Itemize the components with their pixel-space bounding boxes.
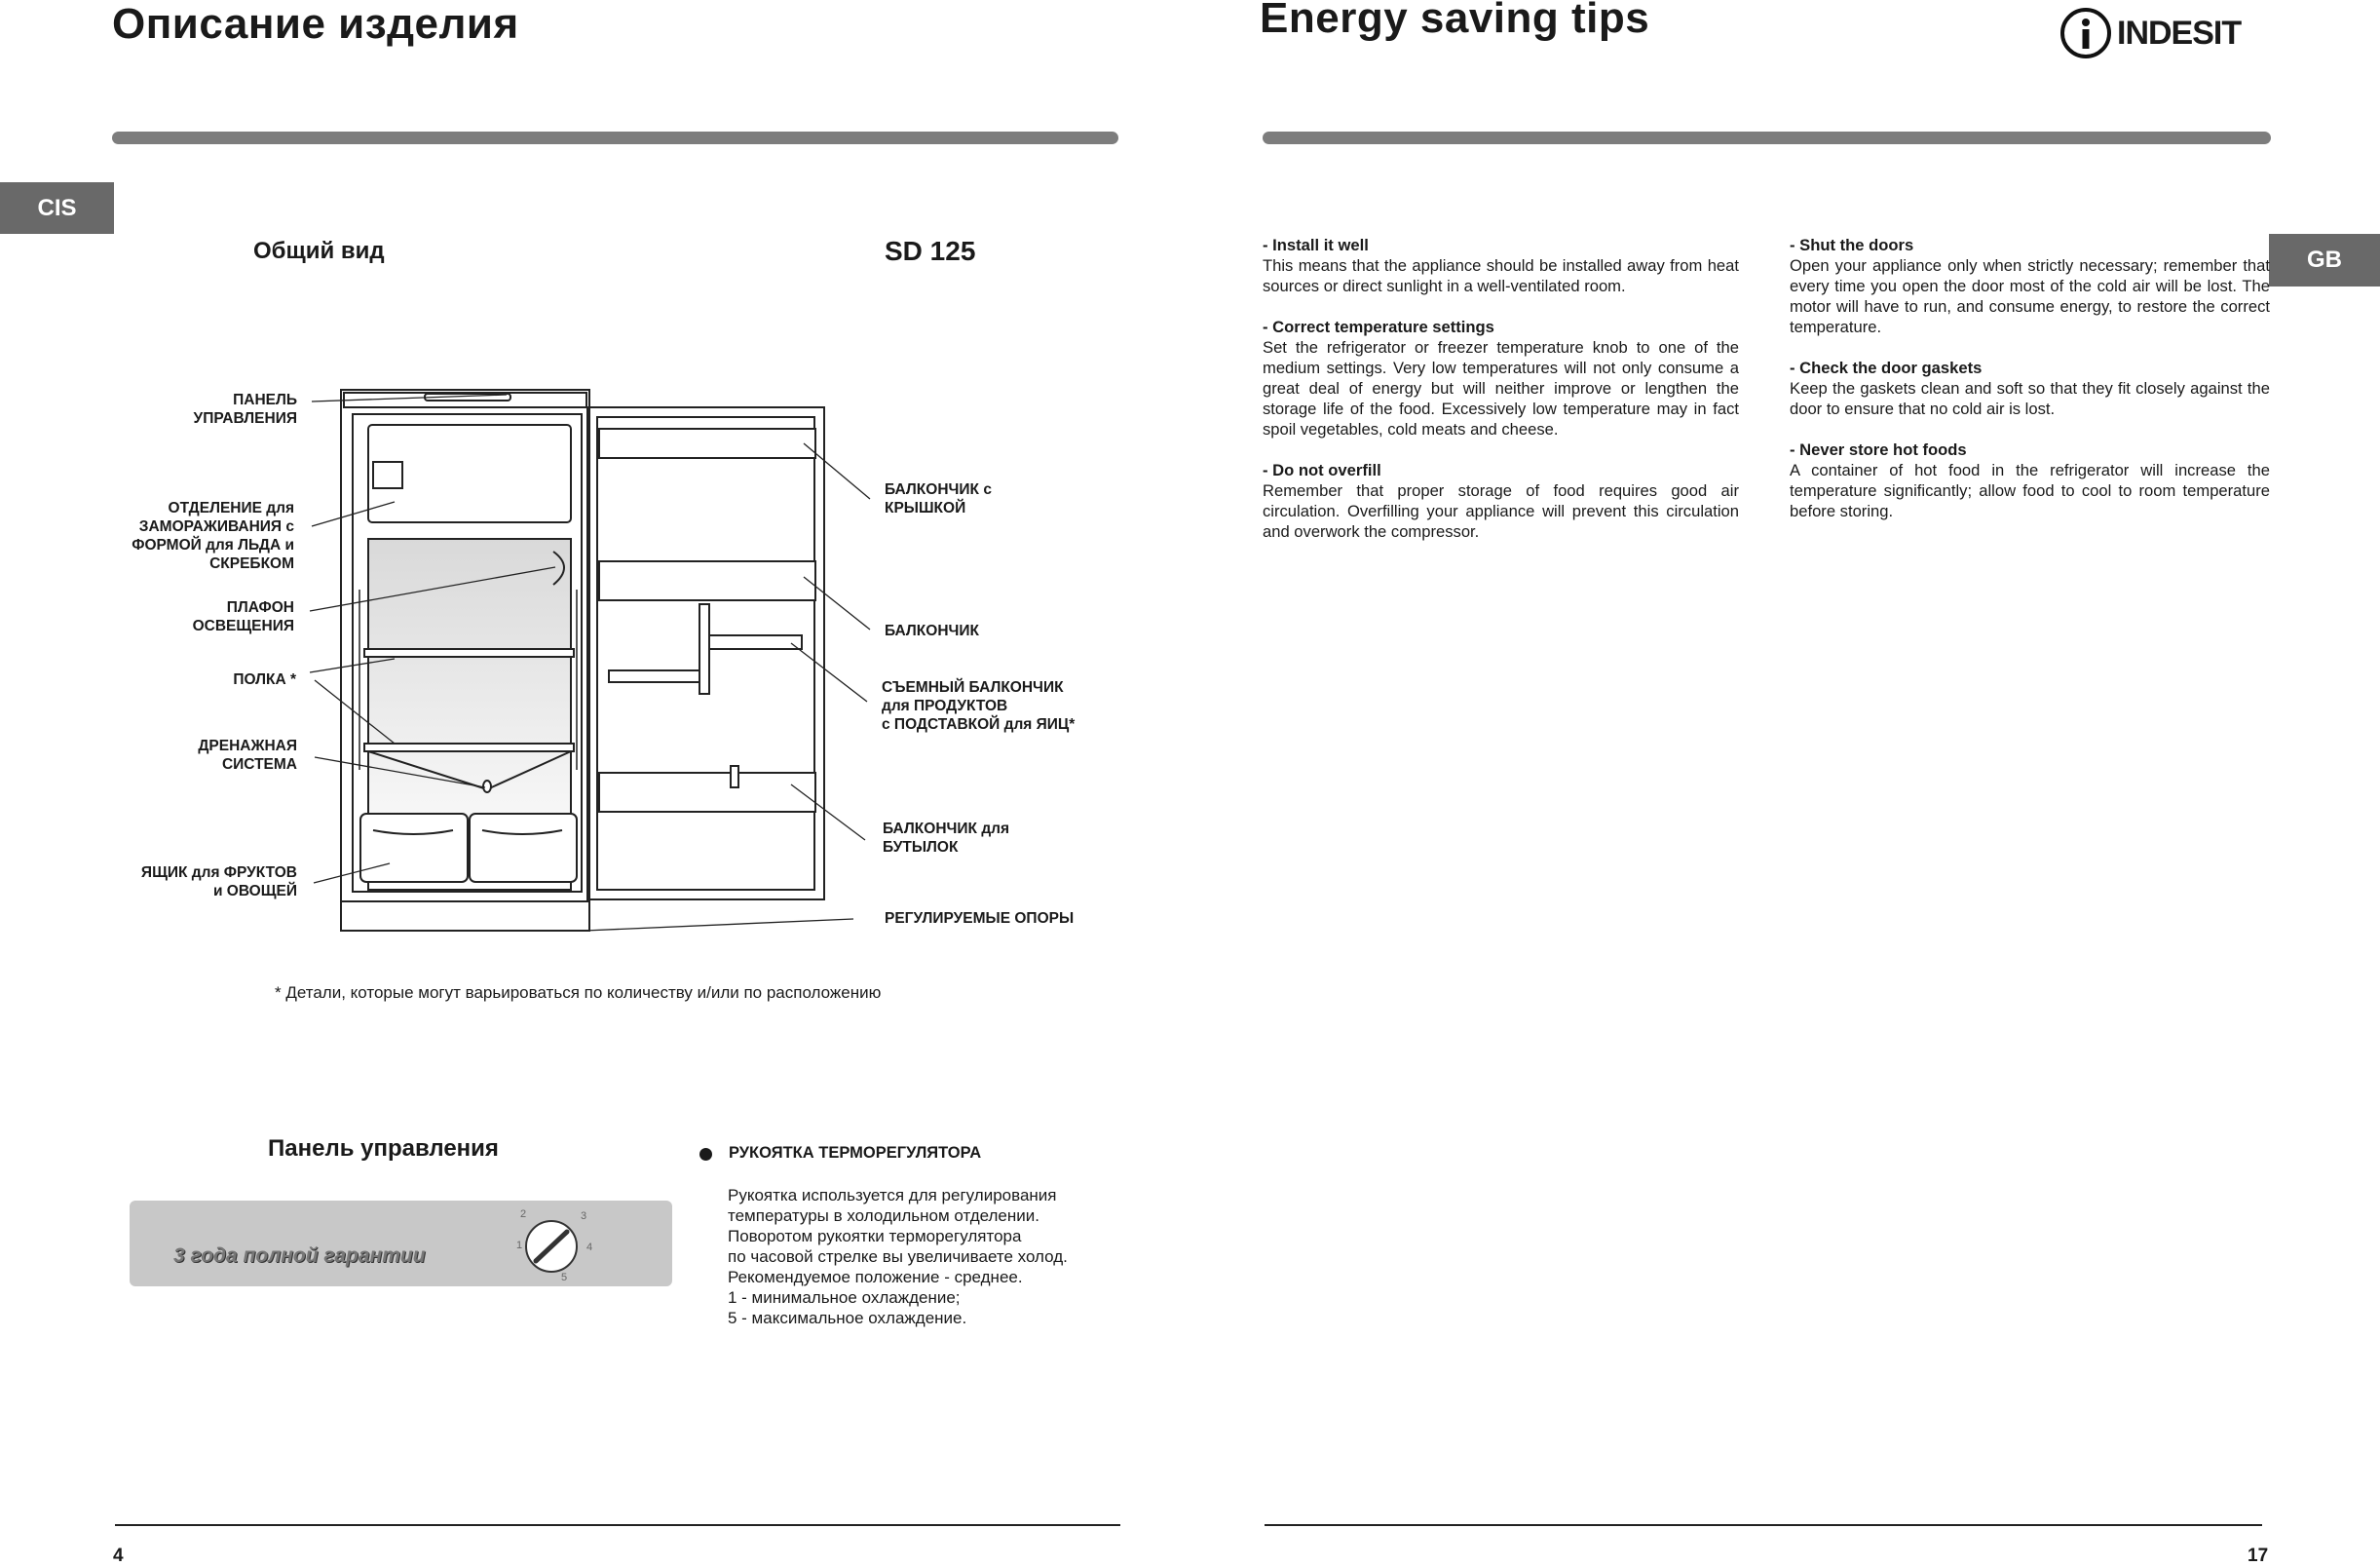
knob-title: РУКОЯТКА ТЕРМОРЕГУЛЯТОРА — [729, 1144, 982, 1162]
bullet-icon — [699, 1148, 712, 1161]
freezer-compartment — [368, 425, 571, 522]
knob-number-3: 3 — [581, 1210, 587, 1222]
label-control-panel: ПАНЕЛЬ УПРАВЛЕНИЯ — [193, 392, 297, 427]
tip-gaskets: - Check the door gaskets Keep the gaskets clean and soft so that they fit closely against the door to ensure that no cold air is lost. — [1790, 359, 2270, 418]
page-title-left: Описание изделия — [112, 0, 519, 48]
knob-number-4: 4 — [586, 1242, 593, 1253]
knob-number-5: 5 — [561, 1272, 568, 1283]
crisper-drawer-left — [360, 814, 468, 882]
label-balcony: БАЛКОНЧИК — [885, 623, 980, 639]
control-panel-title: Панель управления — [268, 1135, 499, 1162]
tips-column-2 — [1790, 235, 2270, 542]
tips-column-1 — [1263, 235, 1739, 562]
label-drainage: ДРЕНАЖНАЯ СИСТЕМА — [198, 738, 297, 773]
label-removable-balcony: СЪЕМНЫЙ БАЛКОНЧИК для ПРОДУКТОВ с ПОДСТАВКОЙ для ЯИЦ* — [882, 679, 1076, 733]
knob-number-2: 2 — [520, 1208, 527, 1220]
door-balcony-lid — [599, 429, 815, 458]
tip-shut-doors: - Shut the doors Open your appliance only when strictly necessary; remember that every time you open the door most of the cold air will be lost. The motor will have to run, and consume energy, to restore the correct temperature. — [1790, 236, 2270, 336]
brand-name: INDESIT — [2117, 14, 2242, 52]
shelf — [364, 649, 574, 657]
knob-number-1: 1 — [516, 1240, 523, 1251]
page-title-right: Energy saving tips — [1260, 0, 1650, 42]
label-adjustable-feet: РЕГУЛИРУЕМЫЕ ОПОРЫ — [885, 910, 1075, 927]
tip-hot-food: - Never store hot foods A container of hot food in the refrigerator will increase the temperature significantly; allow food to cool to room temperature before storing. — [1790, 440, 2270, 520]
warranty-logo-text: 3 года полной гарантии — [173, 1244, 426, 1267]
footer-line-left — [115, 1524, 1120, 1526]
egg-tray — [609, 670, 701, 682]
footer-line-right — [1265, 1524, 2262, 1526]
label-bottle-balcony: БАЛКОНЧИК для БУТЫЛОК — [883, 821, 1010, 856]
control-panel-strip — [130, 1201, 672, 1286]
page-number-right: 17 — [2248, 1546, 2269, 1566]
label-freezer-compartment: ОТДЕЛЕНИЕ для ЗАМОРАЖИВАНИЯ с ФОРМОЙ для ЛЬДА и СКРЕБКОМ — [132, 500, 294, 572]
crisper-drawer-right — [470, 814, 577, 882]
section-title-general-view: Общий вид — [253, 238, 385, 264]
thermostat-knob[interactable] — [503, 1201, 610, 1286]
lang-tab-gb: GB — [2269, 234, 2380, 287]
shelf-lower — [364, 744, 574, 751]
tip-install: - Install it well This means that the appliance should be installed away from heat sources or direct sunlight in a well-ventilated room. — [1263, 236, 1739, 295]
model-number: SD 125 — [885, 236, 976, 266]
door-balcony — [599, 561, 815, 600]
label-shelf: ПОЛКА * — [233, 671, 296, 688]
label-crisper-drawer: ЯЩИК для ФРУКТОВ и ОВОЩЕЙ — [140, 864, 297, 899]
indesit-logo-icon — [2059, 6, 2113, 60]
tip-overfill: - Do not overfill Remember that proper storage of food requires good air circulation. Overfilling your appliance will prevent this circulation and overwork the compressor. — [1263, 461, 1739, 541]
knob-description: Рукоятка используется для регулирования температуры в холодильном отделении. Поворотом рукоятки терморегулятора по часовой стрелке вы увеличиваете холод. Рекомендуемое положение - среднее. 1 - минимальное охлаждение; 5 - максимальное охлаждение. — [728, 1186, 1068, 1327]
footnote: * Детали, которые могут варьироваться по количеству и/или по расположению — [275, 983, 882, 1002]
door-bottle-balcony — [599, 773, 815, 812]
label-balcony-lid: БАЛКОНЧИК с КРЫШКОЙ — [885, 481, 992, 516]
lang-tab-cis: CIS — [0, 182, 114, 234]
indesit-logo — [2059, 6, 2241, 60]
label-light: ПЛАФОН ОСВЕЩЕНИЯ — [192, 599, 294, 634]
tip-temperature: - Correct temperature settings Set the refrigerator or freezer temperature knob to one of the medium settings. Very low temperatures will not only consume a great deal of energy but will neither improve or lengthen the storage life of the food. Excessively low temperature may in fact spoil vegetables, cold meats and cheese. — [1263, 318, 1739, 439]
page-number-left: 4 — [113, 1546, 124, 1566]
header-bar-right — [1263, 132, 2271, 144]
